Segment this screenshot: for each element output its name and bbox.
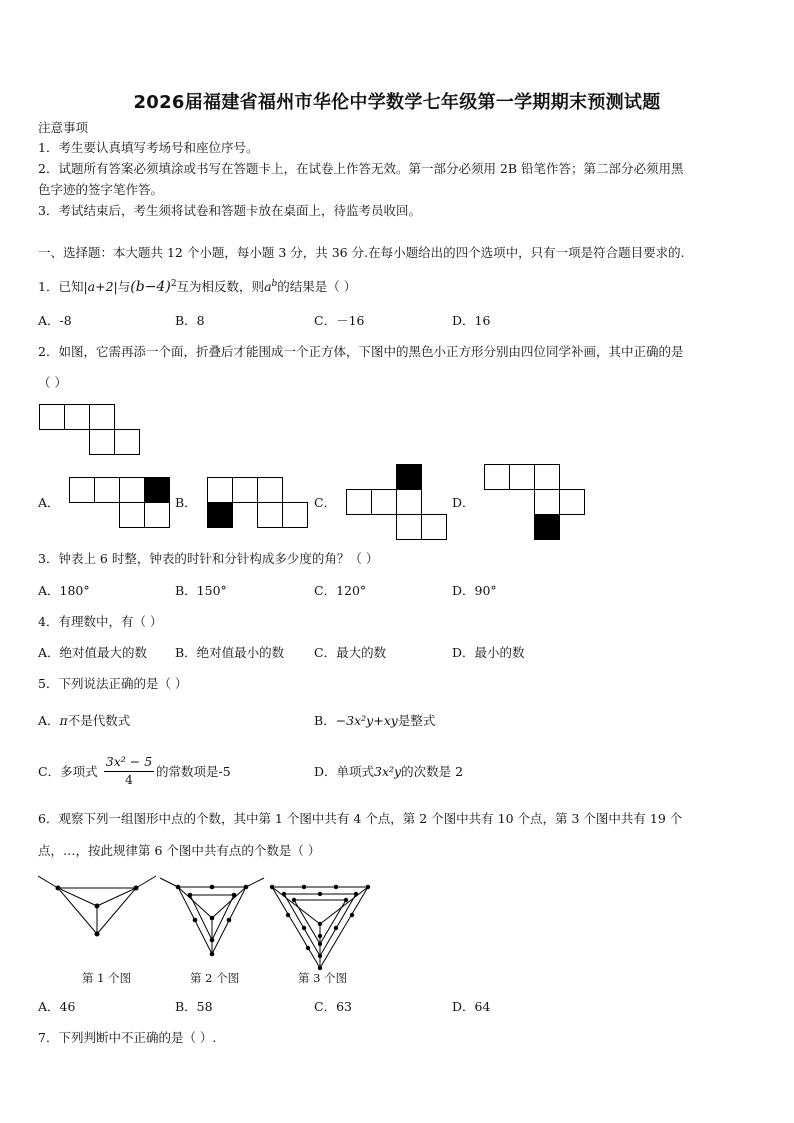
q3-option-d: D．90° — [452, 583, 497, 598]
q3-option-c: C．120° — [314, 583, 367, 598]
q1-power-base: a — [264, 279, 272, 295]
q2-option-c-label: C． — [314, 495, 337, 510]
q2-net-figure — [39, 404, 143, 456]
question-2-stem: 2．如图，它需再添一个面，折叠后才能围成一个正方体，下图中的黑色小正方形分别由四位同学补画，其中正确的是 — [38, 344, 684, 359]
q2-option-c-figure — [346, 464, 450, 542]
question-3-stem: 3．钟表上 6 时整，钟表的时针和分针构成多少度的角？（ ） — [38, 551, 379, 566]
q1-square-exp: 2 — [170, 279, 177, 289]
q2-option-d-label: D． — [452, 495, 475, 510]
q6-figures — [38, 872, 383, 972]
q5-option-d — [314, 764, 463, 780]
q6-option-a: A．46 — [38, 999, 76, 1014]
q2-option-b-label: B． — [175, 495, 197, 510]
q5-c-prefix: C．多项式 — [38, 764, 98, 779]
q1-option-c: C．－16 — [314, 313, 365, 328]
page-title: 2026届福建省福州市华伦中学数学七年级第一学期期末预测试题 — [133, 92, 661, 113]
q5-a-prefix: A． — [38, 713, 60, 728]
q1-pre: 1．已知 — [38, 279, 84, 295]
q5-c-fraction — [104, 754, 154, 788]
q5-d-text: 的次数是 2 — [401, 764, 464, 779]
q1-option-d: D．16 — [452, 313, 491, 328]
question-2-stem-cont: （ ） — [38, 375, 67, 390]
q1-power-exp: b — [271, 279, 278, 289]
q4-option-c: C．最大的数 — [314, 645, 387, 660]
q5-b-expr: −3x²y+xy — [335, 713, 398, 728]
notice-item-1: 1．考生要认真填写考场号和座位序号。 — [38, 140, 259, 155]
q5-a-text: 不是代数式 — [67, 713, 131, 728]
q2-option-d-figure — [484, 464, 588, 542]
q1-abs-expr: |a+2| — [83, 279, 118, 295]
question-1-stem — [38, 276, 356, 295]
question-5-stem: 5．下列说法正确的是（ ） — [38, 676, 188, 691]
q3-option-a: A．180° — [38, 583, 90, 598]
q1-mid: 与 — [117, 279, 131, 295]
q1-option-a: A．-8 — [38, 313, 72, 328]
notice-item-2: 2．试题所有答案必须填涂或书写在答题卡上，在试卷上作答无效。第一部分必须用 2B 铅笔作答；第二部分必须用黑 — [38, 161, 684, 176]
q5-d-expr: 3x²y — [374, 764, 402, 779]
q6-caption-1: 第 1 个图 — [82, 971, 132, 985]
question-4-stem: 4．有理数中，有（ ） — [38, 614, 163, 629]
q6-caption-3: 第 3 个图 — [298, 971, 348, 985]
q1-post: 互为相反数，则 — [176, 279, 265, 295]
q3-option-b: B．150° — [175, 583, 227, 598]
q2-option-b-figure — [207, 477, 311, 529]
q5-b-prefix: B． — [314, 713, 336, 728]
notice-item-2-cont: 色字迹的签字笔作答。 — [38, 182, 164, 197]
question-6-stem-cont: 点，…，按此规律第 6 个图中共有点的个数是（ ） — [38, 843, 321, 858]
q5-option-a — [38, 713, 130, 729]
question-6-stem: 6．观察下列一组图形中点的个数，其中第 1 个图中共有 4 个点，第 2 个图中共有 10 个点，第 3 个图中共有 19 个 — [38, 811, 683, 826]
q1-end: 的结果是（ ） — [277, 279, 357, 295]
q4-option-a: A．绝对值最大的数 — [38, 645, 148, 660]
question-7-stem: 7．下列判断中不正确的是（ ）. — [38, 1030, 217, 1045]
q6-option-b: B．58 — [175, 999, 213, 1014]
notice-item-3: 3．考试结束后，考生须将试卷和答题卡放在桌面上，待监考员收回。 — [38, 203, 421, 218]
notice-heading: 注意事项 — [38, 120, 89, 135]
q5-c-numerator: 3x² − 5 — [104, 754, 154, 772]
q6-caption-2: 第 2 个图 — [190, 971, 240, 985]
q4-option-d: D．最小的数 — [452, 645, 525, 660]
q5-b-text: 是整式 — [397, 713, 436, 728]
q2-option-a-figure — [69, 477, 173, 529]
q6-option-d: D．64 — [452, 999, 491, 1014]
q5-d-prefix: D．单项式 — [314, 764, 375, 779]
q1-square-expr: (b−4) — [130, 279, 171, 296]
section-heading: 一、选择题：本大题共 12 个小题，每小题 3 分，共 36 分.在每小题给出的四个选项中，只有一项是符合题目要求的. — [38, 245, 685, 260]
q1-option-b: B．8 — [175, 313, 205, 328]
q5-c-denominator: 4 — [125, 772, 133, 787]
q5-option-b — [314, 713, 435, 729]
q5-c-text: 的常数项是-5 — [156, 764, 231, 779]
q4-option-b: B．绝对值最小的数 — [175, 645, 285, 660]
q5-a-pi: π — [59, 713, 68, 728]
q2-option-a-label: A． — [38, 495, 60, 510]
q6-option-c: C．63 — [314, 999, 352, 1014]
